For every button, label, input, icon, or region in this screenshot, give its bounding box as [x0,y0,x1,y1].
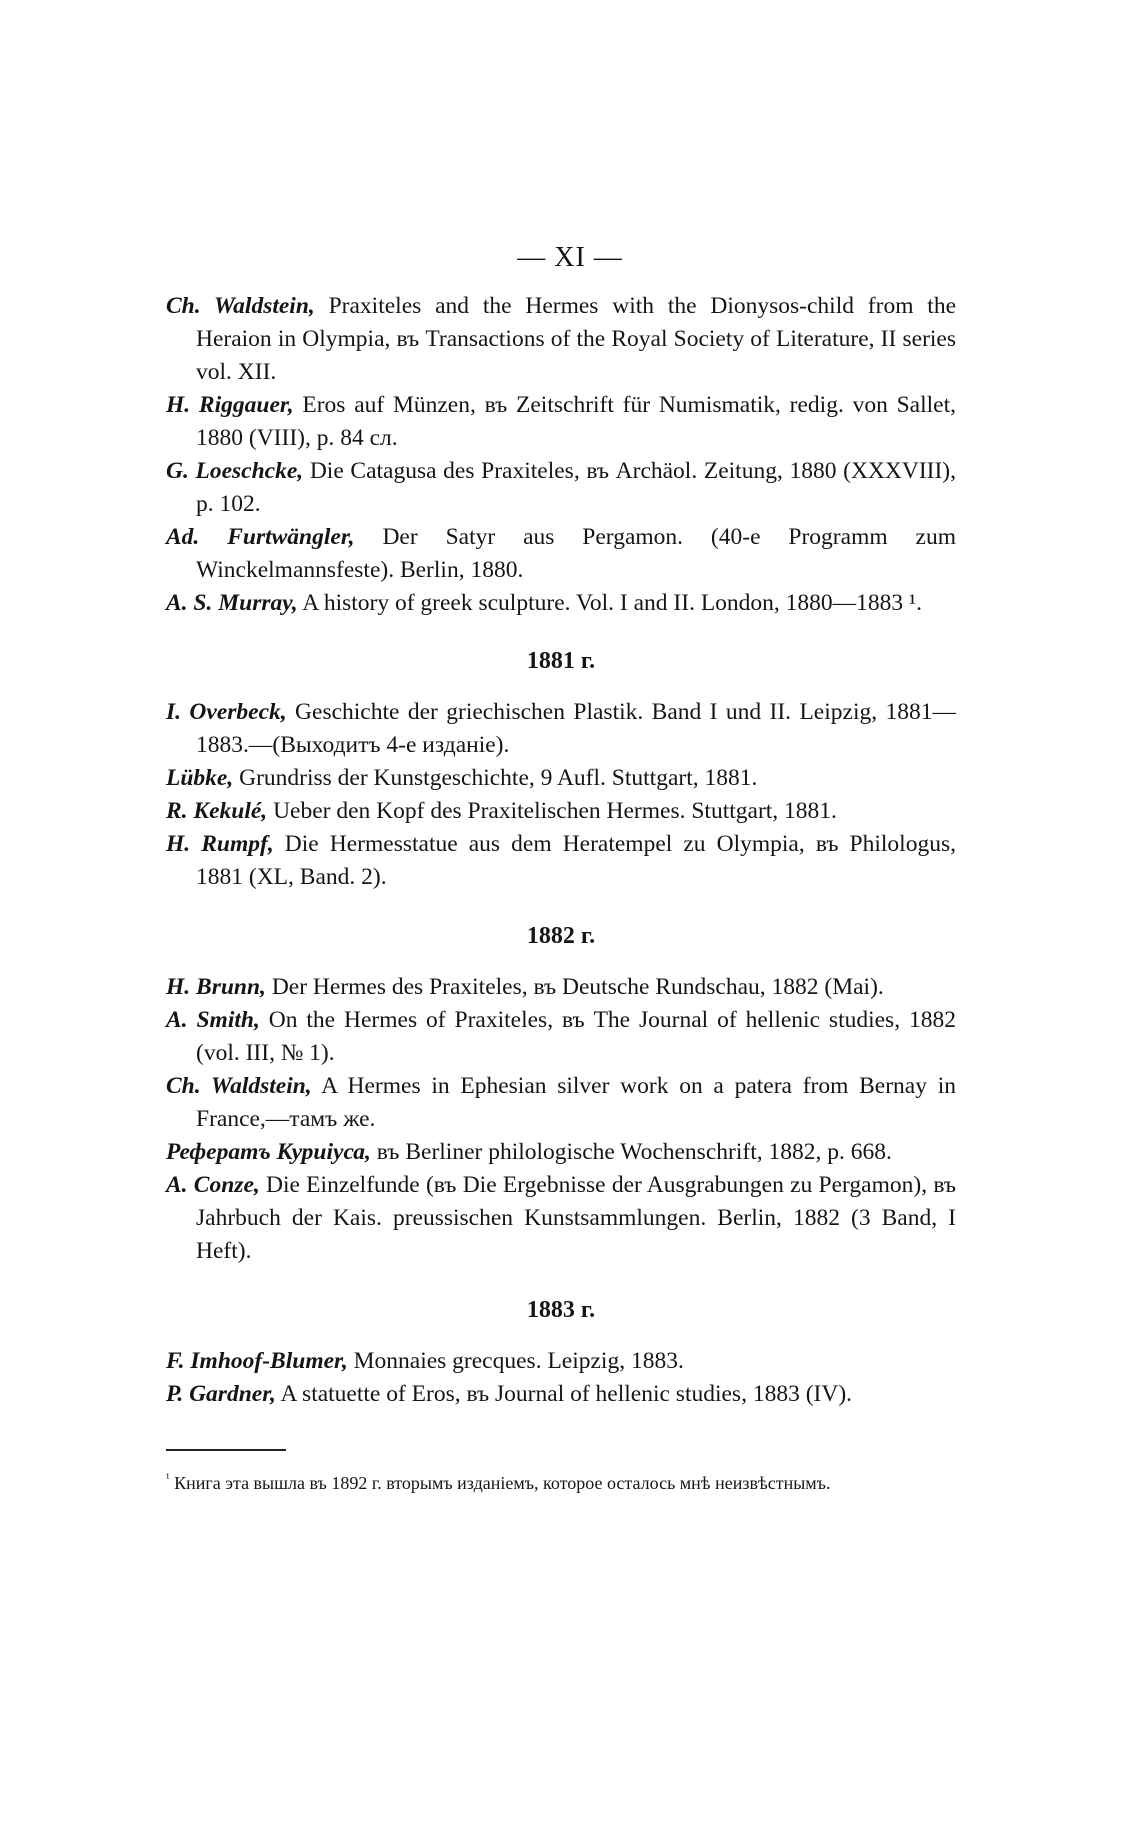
entry-author: P. Gardner, [166,1381,276,1407]
bibliography [166,290,956,1497]
entry-author: R. Kekulé, [166,798,268,824]
entry-text: A Hermes in Ephesian silver work on a patera from Bernay in France,—тамъ же. [196,1073,957,1132]
year-heading-1882: 1882 г. [526,923,596,949]
bibliography-entry [166,1169,956,1268]
footnote-marker: ¹ [166,1471,170,1485]
entries-1881 [166,696,956,894]
entries-1882 [166,971,956,1268]
entry-text: въ Berliner philologische Wochenschrift, 1882, p. 668. [370,1139,892,1165]
entry-text: Praxiteles and the Hermes with the Dionysos-child from the Heraion in Olympia, въ Transactions of the Royal Society of Literature, II series vol. XII. [196,293,957,385]
entry-text: A statuette of Eros, въ Journal of hellenic studies, 1883 (IV). [275,1381,853,1407]
entry-author: F. Imhoof-Blumer, [166,1348,348,1374]
entry-author: Ch. Waldstein, [166,293,315,319]
entry-text: Die Einzelfunde (въ Die Ergebnisse der Ausgrabungen zu Pergamon), въ Jahrbuch der Kais. preussischen Kunstsammlungen. Berlin, 1882 (3 Band, I Heft). [196,1172,956,1264]
entry-text: Der Satyr aus Pergamon. (40-e Programm zum Winckelmannsfeste). Berlin, 1880. [196,524,956,583]
entries-1883 [166,1345,956,1411]
bibliography-entry [166,971,956,1004]
bibliography-entry [166,828,956,894]
entry-text: Monnaies grecques. Leipzig, 1883. [347,1348,684,1374]
bibliography-entry [166,1345,956,1378]
entry-author: A. Smith, [166,1007,260,1033]
bibliography-entry [166,1070,956,1136]
entry-author: Рефератъ Куриіуса, [166,1139,371,1165]
year-heading-1881: 1881 г. [526,648,596,674]
year-heading-1883: 1883 г. [526,1297,596,1323]
entry-author: G. Loeschcke, [166,458,304,484]
entry-author: I. Overbeck, [166,699,287,725]
footnote [166,1465,956,1497]
bibliography-entry [166,290,956,389]
entry-text: Grundriss der Kunstgeschichte, 9 Aufl. Stuttgart, 1881. [233,765,758,791]
footnote-text: Книга эта вышла въ 1892 г. вторымъ изданіемъ, которое осталось мнѣ неизвѣстнымъ. [169,1473,831,1493]
entry-author: Lübke, [166,765,234,791]
bibliography-entry [166,795,956,828]
entry-text: On the Hermes of Praxiteles, въ The Journal of hellenic studies, 1882 (vol. III, № 1). [196,1007,956,1066]
entry-author: A. S. Murray, [166,590,298,616]
entry-author: A. Conze, [166,1172,260,1198]
bibliography-entry [166,587,956,620]
entry-text: Ueber den Kopf des Praxitelischen Hermes. Stuttgart, 1881. [267,798,837,824]
bibliography-entry [166,696,956,762]
entry-author: H. Brunn, [166,974,266,1000]
entry-author: H. Riggauer, [166,392,294,418]
entry-text: Der Hermes des Praxiteles, въ Deutsche Rundschau, 1882 (Mai). [265,974,884,1000]
bibliography-entry [166,1378,956,1411]
footnote-divider [166,1449,286,1451]
bibliography-entry [166,389,956,455]
bibliography-entry [166,1136,956,1169]
entry-text: Die Catagusa des Praxiteles, въ Archäol. Zeitung, 1880 (XXXVIII), p. 102. [196,458,956,517]
entry-text: A history of greek sculpture. Vol. I and II. London, 1880—1883 ¹. [297,590,922,616]
bibliography-entry [166,1004,956,1070]
page-number: — XI — [517,242,623,273]
bibliography-entry [166,521,956,587]
entry-text: Geschichte der griechischen Plastik. Band I und II. Leipzig, 1881—1883.—(Выходитъ 4-е изданіе). [196,699,956,758]
entry-author: Ch. Waldstein, [166,1073,312,1099]
entry-author: Ad. Furtwängler, [166,524,355,550]
entries-pre-1881 [166,290,956,620]
entry-text: Die Hermesstatue aus dem Heratempel zu Olympia, въ Philologus, 1881 (XL, Band. 2). [196,831,956,890]
bibliography-entry [166,455,956,521]
bibliography-entry [166,762,956,795]
entry-text: Eros auf Münzen, въ Zeitschrift für Numismatik, redig. von Sallet, 1880 (VIII), p. 84 сл. [196,392,956,451]
entry-author: H. Rumpf, [166,831,274,857]
